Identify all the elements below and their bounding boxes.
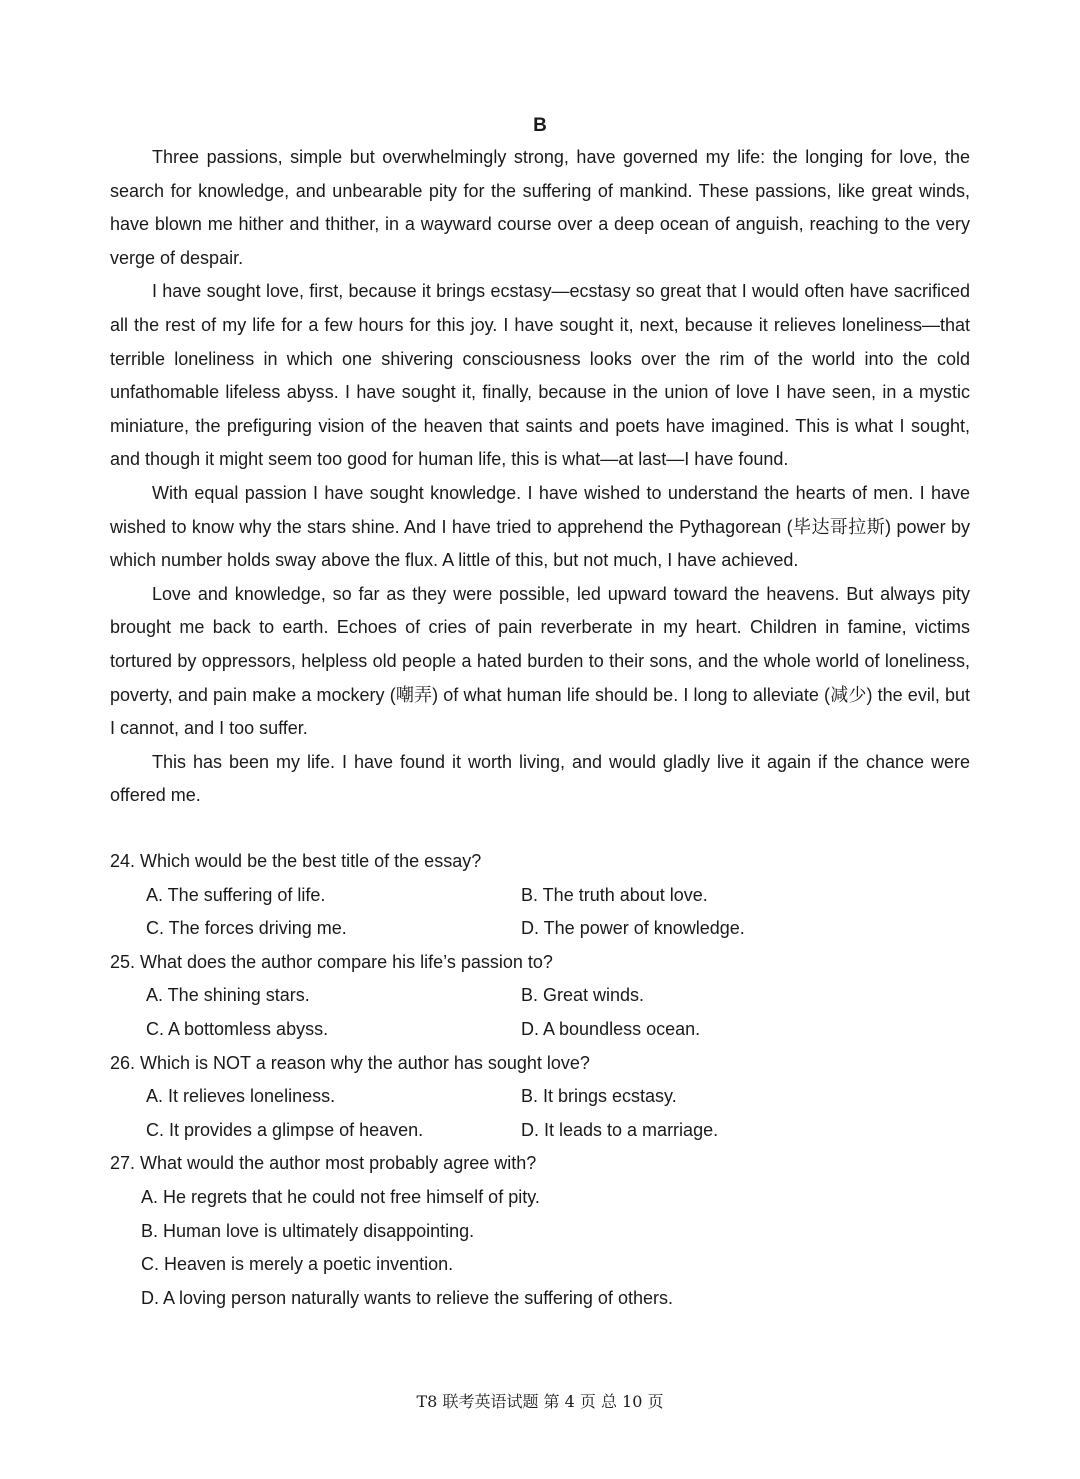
- question-26: [110, 1047, 970, 1148]
- passage-paragraph: Love and knowledge, so far as they were possible, led upward toward the heavens. But always pity brought me back to earth. Echoes of cries of pain reverberate in my heart. Children in famine, victims tortured by oppressors, helpless old people a hated burden to their sons, and the whole world of loneliness, poverty, and pain make a mockery (嘲弄) of what human life should be. I long to alleviate (减少) the evil, but I cannot, and I too suffer.: [110, 583, 970, 739]
- option-row: [110, 1080, 970, 1114]
- question-stem: 26. Which is NOT a reason why the author has sought love?: [110, 1052, 590, 1073]
- option-row: [110, 912, 970, 946]
- option-a: A. It relieves loneliness.: [146, 1086, 336, 1107]
- option-a: A. He regrets that he could not free himself of pity.: [141, 1186, 540, 1207]
- option-c: C. It provides a glimpse of heaven.: [146, 1119, 424, 1140]
- question-list: [110, 845, 970, 1315]
- page-footer: T8 联考英语试题 第 4 页 总 10 页: [416, 1392, 664, 1411]
- passage-paragraph: I have sought love, first, because it brings ecstasy—ecstasy so great that I would often have sacrificed all the rest of my life for a few hours for this joy. I have sought it, next, because it relieves loneliness—that terrible loneliness in which one shivering consciousness looks over the rim of the world into the cold unfathomable lifeless abyss. I have sought it, finally, because in the union of love I have seen, in a mystic miniature, the prefiguring vision of the heaven that saints and poets have imagined. This is what I sought, and though it might seem too good for human life, this is what—at last—I have found.: [110, 281, 970, 470]
- option-c: C. The forces driving me.: [146, 918, 347, 939]
- question-stem: 27. What would the author most probably agree with?: [110, 1153, 537, 1174]
- passage-paragraph: With equal passion I have sought knowledge. I have wished to understand the hearts of men. I have wished to know why the stars shine. And I have tried to apprehend the Pythagorean (毕达哥拉斯) power by which number holds sway above the flux. A little of this, but not much, I have achieved.: [110, 482, 970, 571]
- option-d: D. A boundless ocean.: [521, 1018, 701, 1039]
- question-27: [110, 1147, 970, 1315]
- option-row: [110, 879, 970, 913]
- reading-passage: [110, 141, 970, 813]
- option-b: B. Great winds.: [521, 985, 645, 1006]
- option-d: D. It leads to a marriage.: [521, 1119, 719, 1140]
- question-24: [110, 845, 970, 946]
- option-c: C. Heaven is merely a poetic invention.: [141, 1254, 454, 1275]
- question-stem: 25. What does the author compare his life’s passion to?: [110, 951, 553, 972]
- option-d: D. A loving person naturally wants to relieve the suffering of others.: [141, 1287, 673, 1308]
- option-a: A. The shining stars.: [146, 985, 310, 1006]
- option-c: C. A bottomless abyss.: [146, 1018, 329, 1039]
- option-a: A. The suffering of life.: [146, 884, 326, 905]
- option-d: D. The power of knowledge.: [521, 918, 745, 939]
- passage-paragraph: This has been my life. I have found it worth living, and would gladly live it again if the chance were offered me.: [110, 751, 970, 806]
- option-row: [110, 1114, 970, 1148]
- question-25: [110, 946, 970, 1047]
- passage-paragraph: Three passions, simple but overwhelmingly strong, have governed my life: the longing for love, the search for knowledge, and unbearable pity for the suffering of mankind. These passions, like great winds, have blown me hither and thither, in a wayward course over a deep ocean of anguish, reaching to the very verge of despair.: [110, 147, 970, 268]
- option-row: [110, 979, 970, 1013]
- option-b: B. Human love is ultimately disappointing.: [141, 1220, 475, 1241]
- question-stem: 24. Which would be the best title of the essay?: [110, 851, 482, 871]
- option-b: B. It brings ecstasy.: [521, 1086, 677, 1107]
- option-row: [110, 1013, 970, 1047]
- option-b: B. The truth about love.: [521, 884, 708, 905]
- section-label: B: [533, 115, 547, 136]
